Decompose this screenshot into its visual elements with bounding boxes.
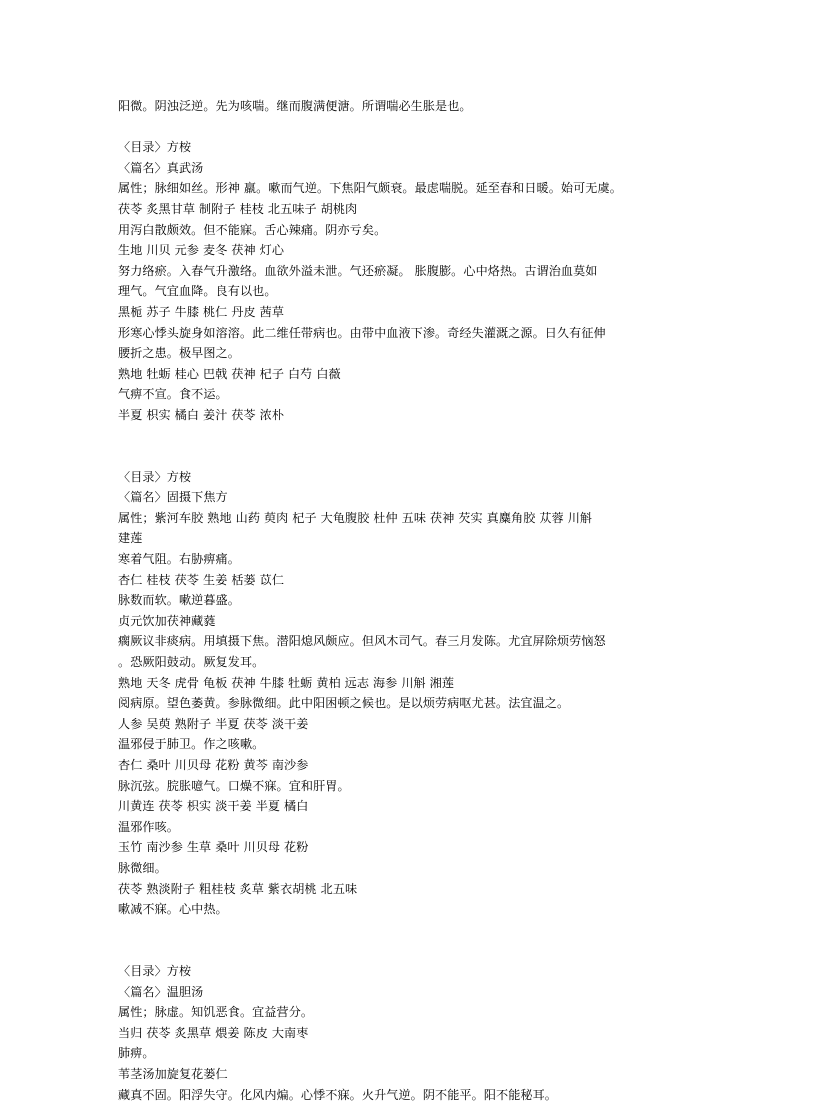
text-line: 苇茎汤加旋复花蒌仁 — [118, 1064, 698, 1085]
blank-line — [118, 940, 698, 961]
text-line: 腰折之患。极早图之。 — [118, 343, 698, 364]
text-line: 〈目录〉方桉 — [118, 137, 698, 158]
document-body — [118, 96, 698, 1105]
blank-line — [118, 920, 698, 941]
text-line: 寒着气阻。右胁痹痛。 — [118, 549, 698, 570]
text-line: 熟地 牡蛎 桂心 巴戟 茯神 杞子 白芍 白薇 — [118, 364, 698, 385]
text-line: 属性；紫河车胶 熟地 山药 萸肉 杞子 大龟腹胶 杜仲 五味 茯神 芡实 真麋角胶 苁蓉 川斛 — [118, 508, 698, 529]
text-line: 茯苓 炙黑甘草 制附子 桂枝 北五味子 胡桃肉 — [118, 199, 698, 220]
text-line: 理气。气宜血降。良有以也。 — [118, 281, 698, 302]
text-line: 杏仁 桂枝 茯苓 生姜 栝蒌 苡仁 — [118, 570, 698, 591]
text-line: 嗽减不寐。心中热。 — [118, 899, 698, 920]
text-line: 属性；脉虚。知饥恶食。宜益营分。 — [118, 1002, 698, 1023]
text-line: 〈篇名〉真武汤 — [118, 158, 698, 179]
text-line: 努力络瘀。入春气升激络。血欲外溢未泄。气还瘀凝。 胀腹膨。心中烙热。古谓治血莫如 — [118, 261, 698, 282]
text-line: 脉数而软。嗽逆暮盛。 — [118, 590, 698, 611]
text-line: 〈篇名〉温胆汤 — [118, 982, 698, 1003]
text-line: 人参 吴萸 熟附子 半夏 茯苓 淡干姜 — [118, 714, 698, 735]
text-line: 贞元饮加茯神藏蕤 — [118, 611, 698, 632]
text-line: 肺痹。 — [118, 1043, 698, 1064]
text-line: 阳微。阴浊泛逆。先为咳喘。继而腹满便溏。所谓喘必生胀是也。 — [118, 96, 698, 117]
text-line: 温邪侵于肺卫。作之咳嗽。 — [118, 734, 698, 755]
text-line: 当归 茯苓 炙黑草 煨姜 陈皮 大南枣 — [118, 1023, 698, 1044]
text-line: 藏真不固。阳浮失守。化风内煸。心悸不寐。火升气逆。阴不能平。阳不能秘耳。 — [118, 1085, 698, 1105]
text-line: 〈目录〉方桉 — [118, 467, 698, 488]
blank-line — [118, 446, 698, 467]
text-line: 脉沉弦。脘胀噫气。口燥不寐。宜和肝胃。 — [118, 776, 698, 797]
text-line: 〈目录〉方桉 — [118, 961, 698, 982]
text-line: 用泻白散颇效。但不能寐。舌心辣痛。阴亦亏矣。 — [118, 220, 698, 241]
text-line: 形寒心悸头旋身如溶溶。此二维任带病也。由带中血液下渗。奇经失灌溉之源。日久有征伸 — [118, 323, 698, 344]
text-line: 阅病原。望色萎黄。参脉微细。此中阳困顿之候也。是以烦劳病呕尤甚。法宜温之。 — [118, 693, 698, 714]
text-line: 川黄连 茯苓 枳实 淡干姜 半夏 橘白 — [118, 796, 698, 817]
blank-line — [118, 117, 698, 138]
text-line: 属性；脉细如丝。形神 羸。嗽而气逆。下焦阳气颇衰。最虑喘脱。延至春和日暖。始可无虞。 — [118, 178, 698, 199]
text-line: 熟地 天冬 虎骨 龟板 茯神 牛膝 牡蛎 黄柏 远志 海参 川斛 湘莲 — [118, 673, 698, 694]
text-line: 脉微细。 — [118, 858, 698, 879]
text-line: 建莲 — [118, 528, 698, 549]
text-line: 瘸厥议非痰病。用填摄下焦。潜阳熄风颇应。但风木司气。春三月发陈。尤宜屏除烦劳恼怒 — [118, 631, 698, 652]
text-line: 茯苓 熟淡附子 粗桂枝 炙草 紫衣胡桃 北五味 — [118, 879, 698, 900]
text-line: 气痹不宣。食不运。 — [118, 384, 698, 405]
text-line: 温邪作咳。 — [118, 817, 698, 838]
text-line: 黑栀 苏子 牛膝 桃仁 丹皮 茜草 — [118, 302, 698, 323]
text-line: 。恐厥阳鼓动。厥复发耳。 — [118, 652, 698, 673]
blank-line — [118, 426, 698, 447]
text-line: 玉竹 南沙参 生草 桑叶 川贝母 花粉 — [118, 837, 698, 858]
text-line: 半夏 枳实 橘白 姜汁 茯苓 浓朴 — [118, 405, 698, 426]
text-line: 杏仁 桑叶 川贝母 花粉 黄芩 南沙参 — [118, 755, 698, 776]
text-line: 〈篇名〉固摄下焦方 — [118, 487, 698, 508]
text-line: 生地 川贝 元参 麦冬 茯神 灯心 — [118, 240, 698, 261]
